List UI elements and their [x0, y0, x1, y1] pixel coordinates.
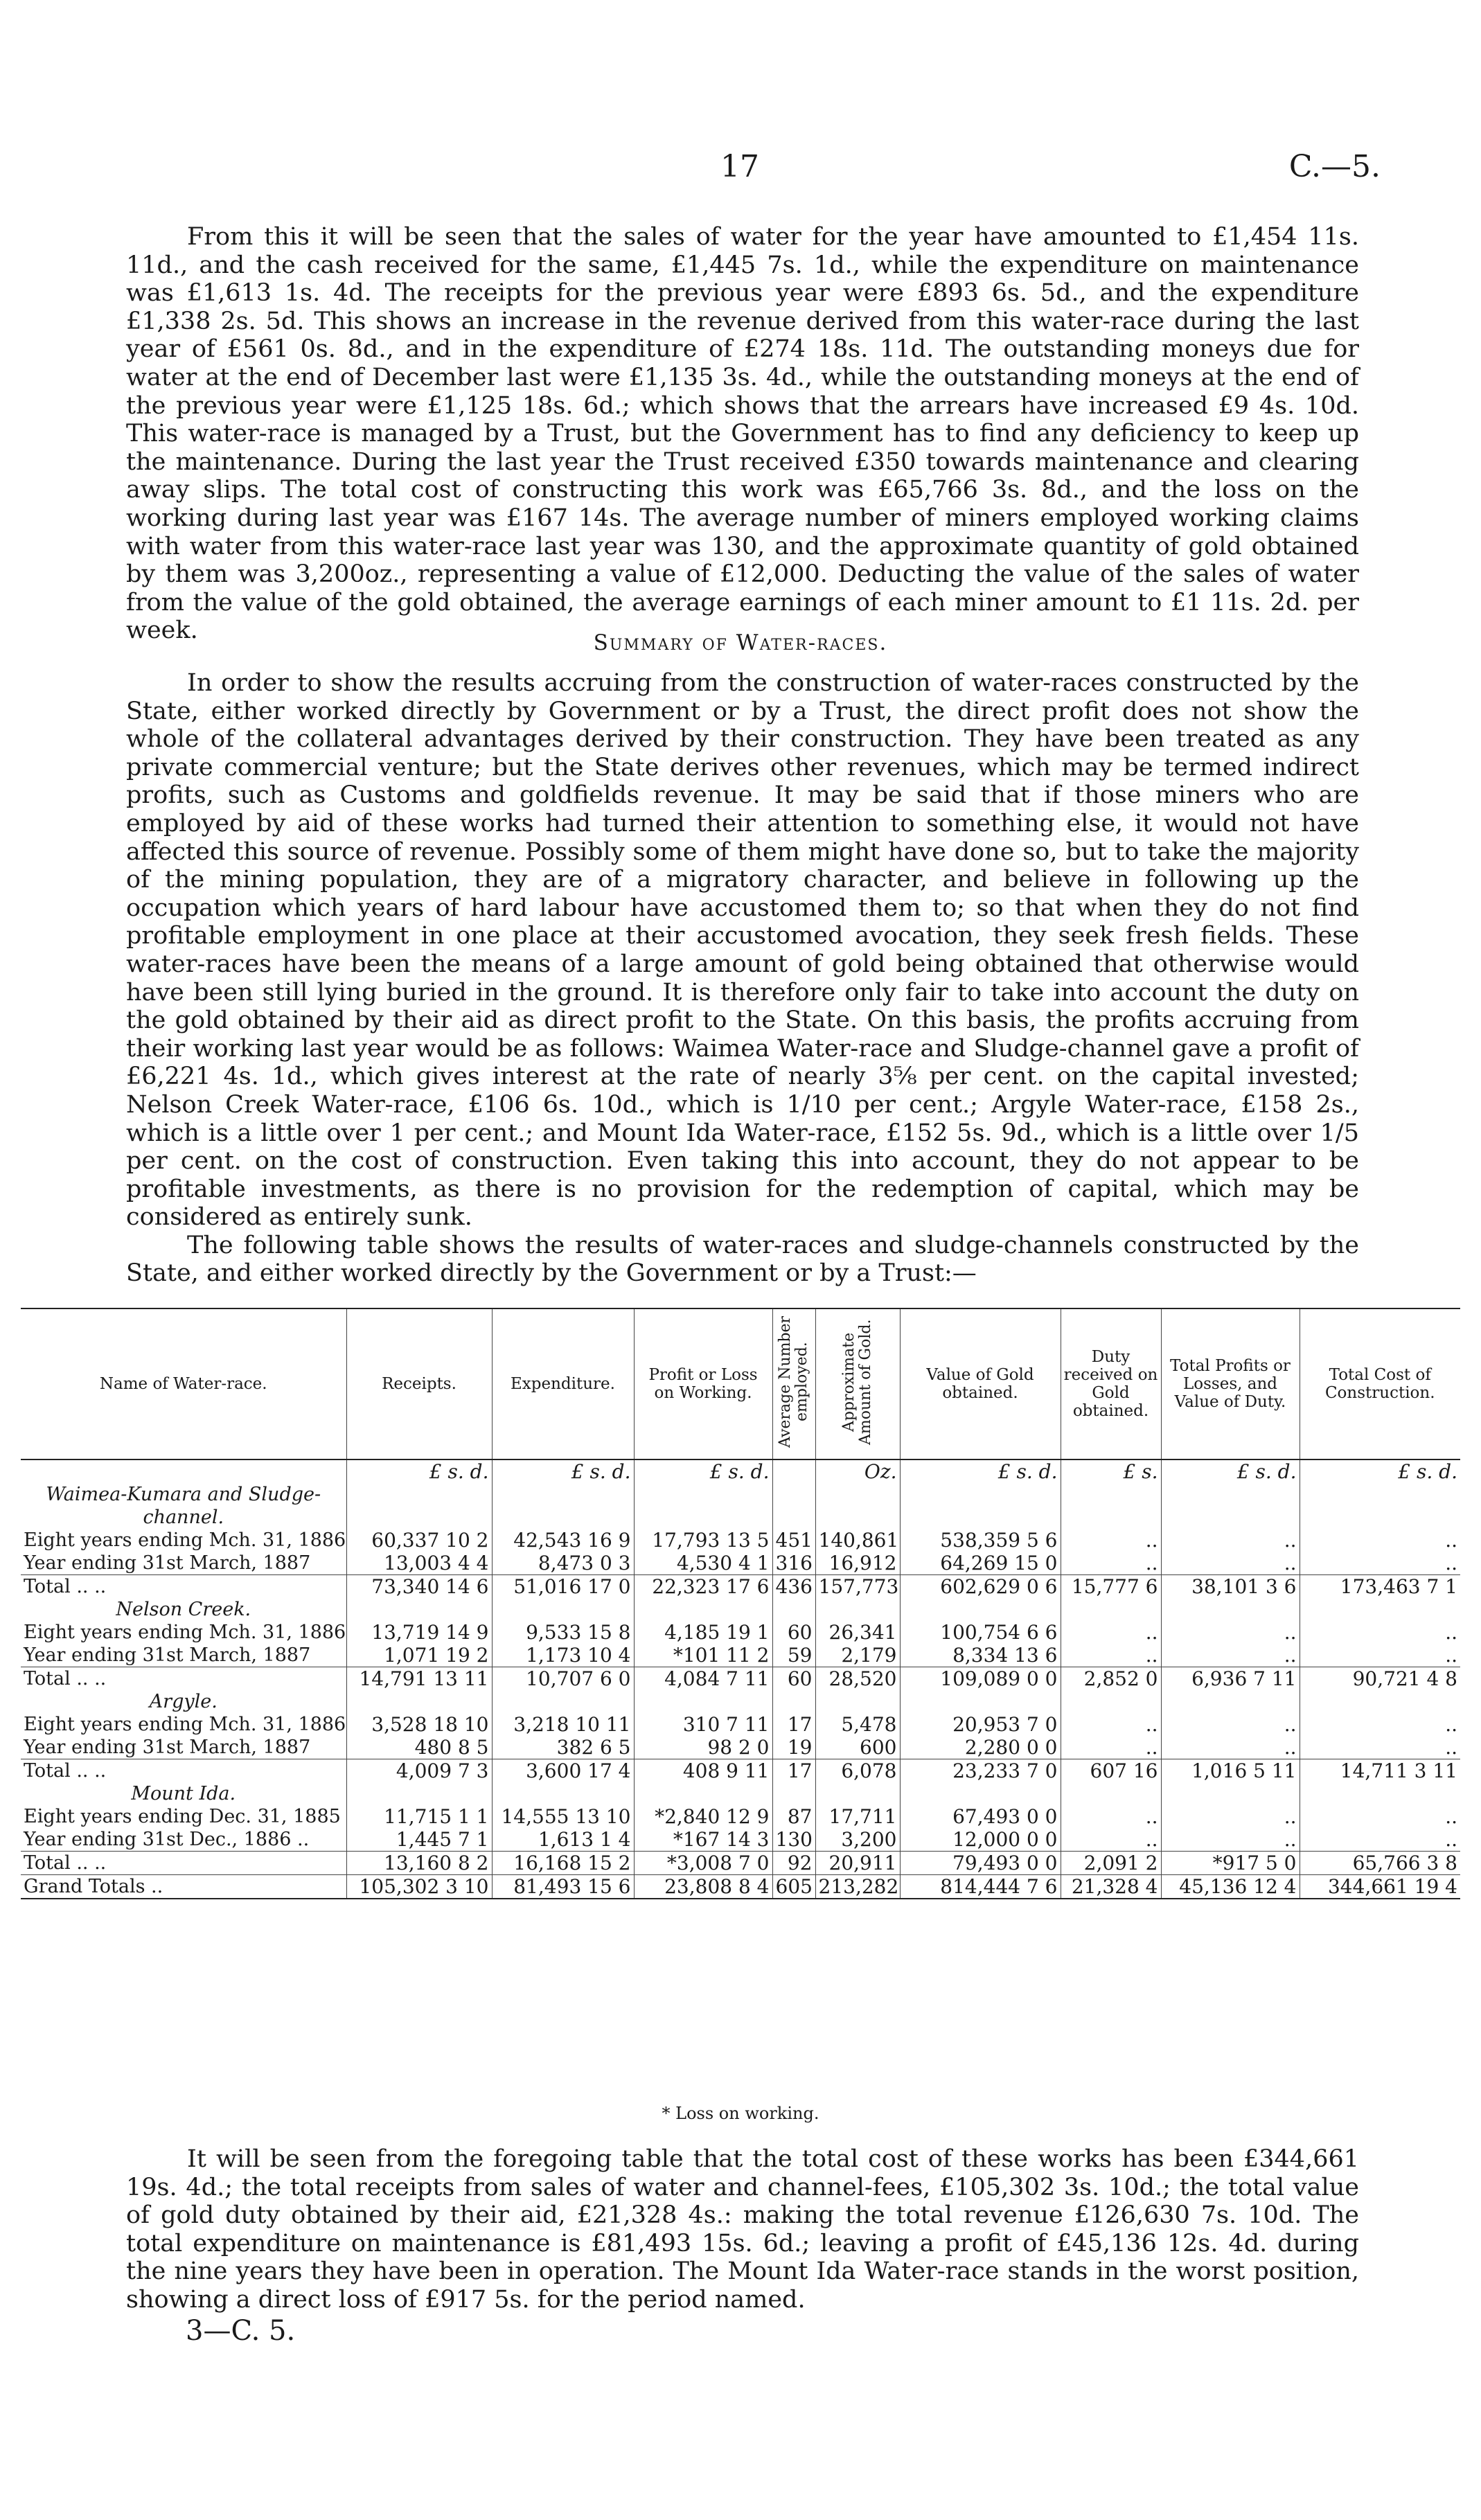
empty-cell	[1161, 1598, 1300, 1621]
table-cell: 60	[772, 1621, 815, 1644]
table-cell: 22,323 17 6	[634, 1575, 772, 1599]
table-cell: ..	[1161, 1736, 1300, 1759]
row-label: Total .. ..	[21, 1759, 346, 1783]
table-header-row	[21, 1308, 1460, 1459]
empty-cell	[1300, 1483, 1460, 1529]
section-title-row	[21, 1690, 1460, 1713]
table-cell: 605	[772, 1875, 815, 1899]
table-cell: 9,533 15 8	[492, 1621, 634, 1644]
empty-cell	[1061, 1483, 1161, 1529]
row-label: Eight years ending Dec. 31, 1885	[24, 1806, 341, 1827]
table-cell: 451	[772, 1529, 815, 1552]
currency-cell: £ s. d.	[492, 1459, 634, 1483]
table-cell: 10,707 6 0	[492, 1667, 634, 1691]
table-cell: ..	[1300, 1713, 1460, 1736]
row-label: Eight years ending Mch. 31, 1886	[24, 1529, 346, 1551]
paragraph-mount-ida-summary: From this it will be seen that the sales of water for the year have amounted to £1,454 11s. 11d., and the cash received for the same, £1,445 7s. 1d., while the expenditure on maintenance was £1,613 1s. 4d. The receipts for the previous year were £893 6s. 5d., and the expenditure £1,338 2s. 5d. This shows an increase in the revenue derived from this water-race during the last year of £561 0s. 8d., and in the expenditure of £274 18s. 11d. The outstanding moneys due for water at the end of December last were £1,135 3s. 4d., while the outstanding moneys at the end of the previous year were £1,125 18s. 6d.; which shows that the arrears have increased £9 4s. 10d. This water-race is managed by a Trust, but the Government has to find any deficiency to keep up the maintenance. During the last year the Trust received £350 towards maintenance and clearing away slips. The total cost of constructing this work was £65,766 3s. 8d., and the loss on the working during last year was £167 14s. The average number of miners employed working claims with water from this water-race last year was 130, and the approximate quantity of gold obtained by them was 3,200oz., representing a value of £12,000. Deducting the value of the sales of water from the value of the gold obtained, the average earnings of each miner amount to £1 11s. 2d. per week.	[126, 223, 1359, 645]
table-cell: 12,000 0 0	[900, 1828, 1061, 1852]
section-title-row	[21, 1483, 1460, 1529]
paragraph-block-2	[126, 669, 1359, 1288]
table-cell: 1,173 10 4	[492, 1644, 634, 1667]
row-label: Year ending 31st March, 1887	[24, 1644, 311, 1666]
table-cell: 51,016 17 0	[492, 1575, 634, 1599]
table-cell: ..	[1061, 1736, 1161, 1759]
table-footnote: * Loss on working.	[662, 2104, 819, 2123]
table-cell: *917 5 0	[1161, 1852, 1300, 1875]
table-cell: 60	[772, 1667, 815, 1691]
table-cell: 2,091 2	[1061, 1852, 1161, 1875]
empty-cell	[1061, 1598, 1161, 1621]
table-cell: 4,185 19 1	[634, 1621, 772, 1644]
table-cell: 13,160 8 2	[346, 1852, 492, 1875]
empty-cell	[1300, 1598, 1460, 1621]
table-cell: *101 11 2	[634, 1644, 772, 1667]
table-cell: 92	[772, 1852, 815, 1875]
table-cell: 79,493 0 0	[900, 1852, 1061, 1875]
table-cell: 14,791 13 11	[346, 1667, 492, 1691]
table-cell: ..	[1300, 1529, 1460, 1552]
currency-cell	[772, 1459, 815, 1483]
section-heading: Summary of Water-races.	[593, 630, 888, 655]
header-expenditure: Expenditure.	[492, 1308, 634, 1459]
empty-cell	[346, 1483, 492, 1529]
table-row	[21, 1552, 1460, 1575]
table-cell: 140,861	[815, 1529, 900, 1552]
table-cell: 28,520	[815, 1667, 900, 1691]
table-cell: 213,282	[815, 1875, 900, 1899]
table-cell: 17,793 13 5	[634, 1529, 772, 1552]
currency-cell	[21, 1459, 346, 1483]
document-signoff: 3—C. 5.	[186, 2315, 296, 2347]
empty-cell	[492, 1690, 634, 1713]
table-cell: 3,528 18 10	[346, 1713, 492, 1736]
row-label: Total .. ..	[21, 1667, 346, 1691]
empty-cell	[900, 1690, 1061, 1713]
table-cell: 60,337 10 2	[346, 1529, 492, 1552]
header-receipts: Receipts.	[346, 1308, 492, 1459]
empty-cell	[634, 1598, 772, 1621]
paragraph-block-1	[126, 223, 1359, 645]
section-title: Mount Ida.	[131, 1783, 236, 1804]
table-cell: ..	[1300, 1828, 1460, 1852]
water-race-table	[21, 1308, 1460, 1899]
table-cell: 59	[772, 1644, 815, 1667]
table-cell: 65,766 3 8	[1300, 1852, 1460, 1875]
table-cell: 45,136 12 4	[1161, 1875, 1300, 1899]
table-cell: 20,953 7 0	[900, 1713, 1061, 1736]
section-title: Waimea-Kumara and Sludge-channel.	[46, 1484, 321, 1528]
empty-cell	[1161, 1690, 1300, 1713]
row-label: Year ending 31st March, 1887	[24, 1737, 311, 1758]
table-cell: 2,852 0	[1061, 1667, 1161, 1691]
page-header	[0, 149, 1481, 190]
table-cell: 4,530 4 1	[634, 1552, 772, 1575]
empty-cell	[815, 1598, 900, 1621]
document-reference: C.—5.	[1288, 149, 1381, 184]
table-cell: ..	[1300, 1644, 1460, 1667]
table-row	[21, 1644, 1460, 1667]
paragraph-table-intro: The following table shows the results of water-races and sludge-channels constructed by the State, and either worked directly by the Government or by a Trust:—	[126, 1231, 1359, 1288]
section-title: Argyle.	[149, 1691, 218, 1712]
header-gold-oz-text: Approximate Amount of Gold.	[840, 1319, 874, 1445]
section-title-row	[21, 1782, 1460, 1805]
table-cell: 480 8 5	[346, 1736, 492, 1759]
header-gold-value: Value of Gold obtained.	[900, 1308, 1061, 1459]
table-cell: 602,629 0 6	[900, 1575, 1061, 1599]
currency-cell: £ s. d.	[1161, 1459, 1300, 1483]
table-cell: 408 9 11	[634, 1759, 772, 1783]
empty-cell	[634, 1690, 772, 1713]
table-cell: 2,280 0 0	[900, 1736, 1061, 1759]
table-cell: ..	[1061, 1644, 1161, 1667]
table-cell: 100,754 6 6	[900, 1621, 1061, 1644]
table-cell: ..	[1300, 1736, 1460, 1759]
table-cell: 14,711 3 11	[1300, 1759, 1460, 1783]
table-cell: 26,341	[815, 1621, 900, 1644]
table-cell: ..	[1061, 1713, 1161, 1736]
table-cell: 17	[772, 1713, 815, 1736]
empty-cell	[492, 1782, 634, 1805]
table-row	[21, 1713, 1460, 1736]
table-cell: 11,715 1 1	[346, 1805, 492, 1828]
table-cell: 6,078	[815, 1759, 900, 1783]
table-cell: *2,840 12 9	[634, 1805, 772, 1828]
section-title-row	[21, 1598, 1460, 1621]
table-cell: 3,218 10 11	[492, 1713, 634, 1736]
table-cell: 130	[772, 1828, 815, 1852]
table-cell: 316	[772, 1552, 815, 1575]
table-cell: 310 7 11	[634, 1713, 772, 1736]
paragraph-block-3	[126, 2145, 1359, 2314]
table-cell: 344,661 19 4	[1300, 1875, 1460, 1899]
table-cell: 73,340 14 6	[346, 1575, 492, 1599]
table-row	[21, 1529, 1460, 1552]
table-cell: 2,179	[815, 1644, 900, 1667]
row-label: Eight years ending Mch. 31, 1886	[24, 1714, 346, 1735]
empty-cell	[346, 1690, 492, 1713]
empty-cell	[1300, 1690, 1460, 1713]
header-profit: Profit or Loss on Working.	[634, 1308, 772, 1459]
total-row	[21, 1852, 1460, 1875]
table-cell: 87	[772, 1805, 815, 1828]
header-duty: Duty received on Gold obtained.	[1061, 1308, 1161, 1459]
empty-cell	[1161, 1782, 1300, 1805]
header-gold-oz	[815, 1308, 900, 1459]
header-name: Name of Water-race.	[21, 1308, 346, 1459]
currency-cell: £ s. d.	[1300, 1459, 1460, 1483]
table-cell: 109,089 0 0	[900, 1667, 1061, 1691]
table-cell: ..	[1061, 1552, 1161, 1575]
empty-cell	[900, 1782, 1061, 1805]
table-cell: 14,555 13 10	[492, 1805, 634, 1828]
row-label: Year ending 31st Dec., 1886 ..	[24, 1829, 310, 1850]
table-cell: 16,168 15 2	[492, 1852, 634, 1875]
table-cell: 4,084 7 11	[634, 1667, 772, 1691]
table-cell: 64,269 15 0	[900, 1552, 1061, 1575]
table-cell: 81,493 15 6	[492, 1875, 634, 1899]
header-total-profits: Total Profits or Losses, and Value of Duty.	[1161, 1308, 1300, 1459]
table-cell: 90,721 4 8	[1300, 1667, 1460, 1691]
table-cell: ..	[1161, 1644, 1300, 1667]
currency-cell: Oz.	[815, 1459, 900, 1483]
row-label: Grand Totals ..	[21, 1875, 346, 1899]
table-cell: *167 14 3	[634, 1828, 772, 1852]
table-cell: ..	[1300, 1805, 1460, 1828]
table-cell: 13,003 4 4	[346, 1552, 492, 1575]
header-total-cost: Total Cost of Construction.	[1300, 1308, 1460, 1459]
empty-cell	[900, 1483, 1061, 1529]
header-miners	[772, 1308, 815, 1459]
empty-cell	[815, 1782, 900, 1805]
table-row	[21, 1621, 1460, 1644]
table-cell: ..	[1161, 1713, 1300, 1736]
table-cell: ..	[1061, 1621, 1161, 1644]
table-cell: 436	[772, 1575, 815, 1599]
table-row	[21, 1828, 1460, 1852]
table-cell: 17	[772, 1759, 815, 1783]
table-cell: 173,463 7 1	[1300, 1575, 1460, 1599]
table-cell: 105,302 3 10	[346, 1875, 492, 1899]
empty-cell	[900, 1598, 1061, 1621]
currency-row	[21, 1459, 1460, 1483]
row-label: Total .. ..	[21, 1575, 346, 1599]
table-cell: ..	[1161, 1529, 1300, 1552]
row-label: Total .. ..	[21, 1852, 346, 1875]
table-cell: 814,444 7 6	[900, 1875, 1061, 1899]
table-cell: ..	[1061, 1828, 1161, 1852]
row-label: Year ending 31st March, 1887	[24, 1552, 311, 1574]
table-cell: ..	[1161, 1621, 1300, 1644]
table-cell: ..	[1161, 1828, 1300, 1852]
table-body	[21, 1459, 1460, 1899]
empty-cell	[346, 1598, 492, 1621]
table-cell: 4,009 7 3	[346, 1759, 492, 1783]
currency-cell: £ s. d.	[900, 1459, 1061, 1483]
table-cell: ..	[1300, 1552, 1460, 1575]
empty-cell	[772, 1782, 815, 1805]
empty-cell	[1061, 1782, 1161, 1805]
table-cell: 382 6 5	[492, 1736, 634, 1759]
table-cell: 1,445 7 1	[346, 1828, 492, 1852]
empty-cell	[1161, 1483, 1300, 1529]
table-cell: 16,912	[815, 1552, 900, 1575]
table-cell: 5,478	[815, 1713, 900, 1736]
table-cell: 8,473 0 3	[492, 1552, 634, 1575]
table-cell: 6,936 7 11	[1161, 1667, 1300, 1691]
empty-cell	[634, 1483, 772, 1529]
table-cell: ..	[1061, 1529, 1161, 1552]
paragraph-conclusion: It will be seen from the foregoing table that the total cost of these works has been £344,661 19s. 4d.; the total receipts from sales of water and channel-fees, £105,302 3s. 10d.; the total value of gold duty obtained by their aid, £21,328 4s.: making the total revenue £126,630 7s. 10d. The total expenditure on maintenance is £81,493 15s. 6d.; leaving a profit of £45,136 12s. 4d. during the nine years they have been in operation. The Mount Ida Water-race stands in the worst position, showing a direct loss of £917 5s. for the period named.	[126, 2145, 1359, 2314]
grand-total-row	[21, 1875, 1460, 1899]
table-cell: 38,101 3 6	[1161, 1575, 1300, 1599]
table-cell: 1,071 19 2	[346, 1644, 492, 1667]
section-title: Nelson Creek.	[116, 1599, 251, 1620]
total-row	[21, 1575, 1460, 1599]
table-cell: 15,777 6	[1061, 1575, 1161, 1599]
paragraph-summary-intro: In order to show the results accruing from the construction of water-races constructed by the State, either worked directly by Government or by a Trust, the direct profit does not show the whole of the collateral advantages derived by their construction. They have been treated as any private commercial venture; but the State derives other revenues, which may be termed indirect profits, such as Customs and goldfields revenue. It may be said that if those miners who are employed by aid of these works had turned their attention to something else, it would not have affected this source of revenue. Possibly some of them might have done so, but to take the majority of the mining population, they are of a migratory character, and believe in following up the occupation which years of hard labour have accustomed them to; so that when they do not find profitable employment in one place at their accustomed avocation, they seek fresh fields. These water-races have been the means of a large amount of gold being obtained that otherwise would have been still lying buried in the ground. It is therefore only fair to take into account the duty on the gold obtained by their aid as direct profit to the State. On this basis, the profits accruing from their working last year would be as follows: Waimea Water-race and Sludge-channel gave a profit of £6,221 4s. 1d., which gives interest at the rate of nearly 3⅝ per cent. on the capital invested; Nelson Creek Water-race, £106 6s. 10d., which is 1/10 per cent.; Argyle Water-race, £158 2s., which is a little over 1 per cent.; and Mount Ida Water-race, £152 5s. 9d., which is a little over 1/5 per cent. on the cost of construction. Even taking this into account, they do not appear to be profitable investments, as there is no provision for the redemption of capital, which may be considered as entirely sunk.	[126, 669, 1359, 1232]
table-cell: 600	[815, 1736, 900, 1759]
table-cell: 157,773	[815, 1575, 900, 1599]
empty-cell	[815, 1483, 900, 1529]
total-row	[21, 1759, 1460, 1783]
table-cell: 42,543 16 9	[492, 1529, 634, 1552]
empty-cell	[634, 1782, 772, 1805]
table-cell: 3,600 17 4	[492, 1759, 634, 1783]
table-cell: ..	[1161, 1552, 1300, 1575]
currency-cell: £ s. d.	[346, 1459, 492, 1483]
empty-cell	[1061, 1690, 1161, 1713]
table-cell: 17,711	[815, 1805, 900, 1828]
table-cell: 1,613 1 4	[492, 1828, 634, 1852]
table-row	[21, 1805, 1460, 1828]
table-cell: 607 16	[1061, 1759, 1161, 1783]
header-miners-text: Average Number employed.	[777, 1315, 810, 1448]
table-cell: 3,200	[815, 1828, 900, 1852]
currency-cell: £ s. d.	[634, 1459, 772, 1483]
row-label: Eight years ending Mch. 31, 1886	[24, 1622, 346, 1643]
currency-cell: £ s.	[1061, 1459, 1161, 1483]
table-cell: 8,334 13 6	[900, 1644, 1061, 1667]
empty-cell	[772, 1483, 815, 1529]
empty-cell	[492, 1483, 634, 1529]
table-row	[21, 1736, 1460, 1759]
empty-cell	[1300, 1782, 1460, 1805]
empty-cell	[492, 1598, 634, 1621]
page-number: 17	[720, 149, 759, 184]
table-cell: 98 2 0	[634, 1736, 772, 1759]
empty-cell	[815, 1690, 900, 1713]
table-cell: ..	[1061, 1805, 1161, 1828]
empty-cell	[772, 1690, 815, 1713]
table-cell: ..	[1300, 1621, 1460, 1644]
table-cell: 21,328 4	[1061, 1875, 1161, 1899]
empty-cell	[346, 1782, 492, 1805]
table-cell: 13,719 14 9	[346, 1621, 492, 1644]
table-cell: 20,911	[815, 1852, 900, 1875]
empty-cell	[772, 1598, 815, 1621]
table-cell: 538,359 5 6	[900, 1529, 1061, 1552]
table-cell: 1,016 5 11	[1161, 1759, 1300, 1783]
table-cell: 23,233 7 0	[900, 1759, 1061, 1783]
table-cell: 23,808 8 4	[634, 1875, 772, 1899]
table-cell: *3,008 7 0	[634, 1852, 772, 1875]
table-cell: 19	[772, 1736, 815, 1759]
total-row	[21, 1667, 1460, 1691]
table-cell: 67,493 0 0	[900, 1805, 1061, 1828]
table-cell: ..	[1161, 1805, 1300, 1828]
